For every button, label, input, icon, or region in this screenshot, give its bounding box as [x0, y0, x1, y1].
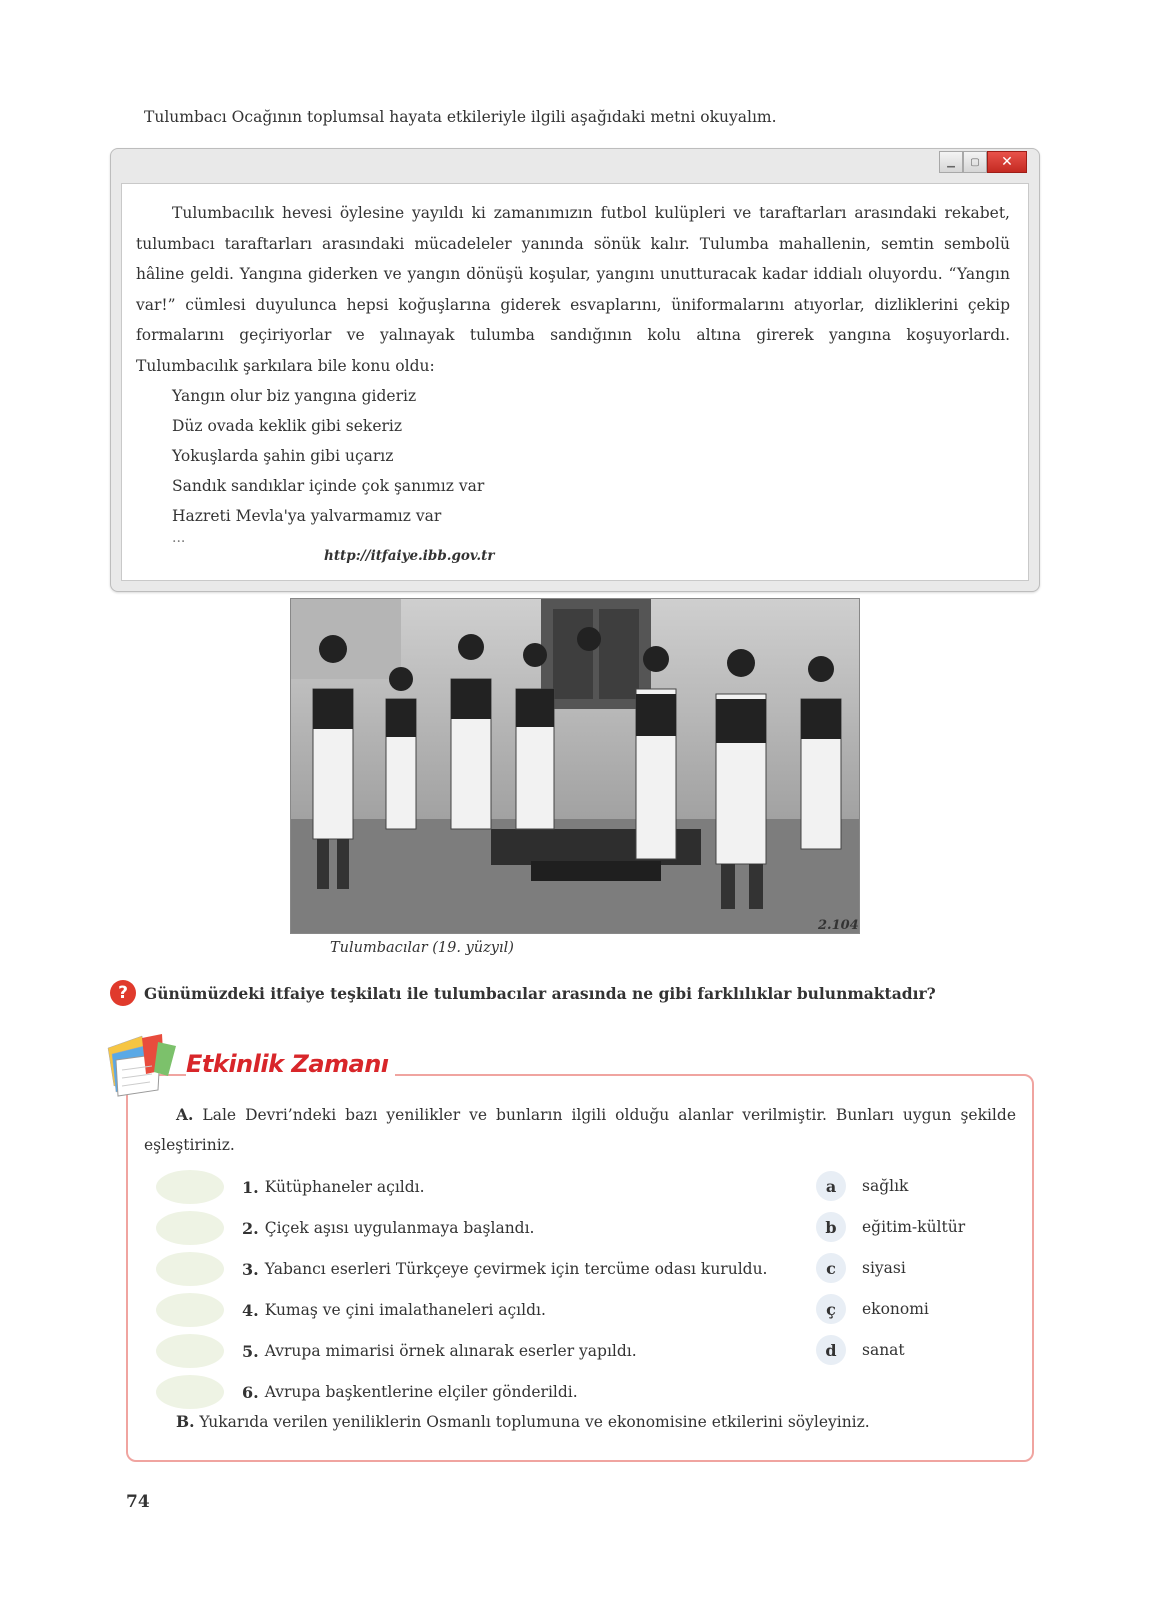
maximize-icon[interactable]: ▢ — [963, 151, 987, 173]
item-number: 2. — [242, 1218, 259, 1238]
window-body — [121, 183, 1029, 581]
option-text: eğitim-kültür — [862, 1218, 966, 1236]
item-number: 6. — [242, 1382, 259, 1402]
historical-photo — [290, 598, 860, 934]
window-controls — [939, 151, 1027, 173]
minimize-icon[interactable]: ▁ — [939, 151, 963, 173]
part-a-label: A. — [176, 1105, 194, 1124]
match-option — [816, 1170, 908, 1202]
text-window — [110, 148, 1040, 592]
part-b-label: B. — [176, 1412, 195, 1431]
poem-line: Yokuşlarda şahin gibi uçarız — [172, 447, 394, 465]
close-button[interactable]: ✕ — [987, 151, 1027, 173]
match-item — [156, 1334, 637, 1368]
answer-oval[interactable] — [156, 1252, 224, 1286]
ellipsis: ... — [172, 530, 186, 546]
poem-line: Sandık sandıklar içinde çok şanımız var — [172, 477, 485, 495]
activity-papers-icon — [102, 1030, 186, 1102]
question-text: Günümüzdeki itfaiye teşkilatı ile tulumbacılar arasında ne gibi farklılıklar bulunmaktadır? — [144, 983, 936, 1003]
match-option — [816, 1293, 929, 1325]
activity-part-a — [144, 1100, 1016, 1160]
question — [110, 980, 936, 1006]
answer-oval[interactable] — [156, 1211, 224, 1245]
match-option — [816, 1252, 906, 1284]
option-text: ekonomi — [862, 1300, 929, 1318]
item-number: 1. — [242, 1177, 259, 1197]
match-item — [156, 1252, 767, 1286]
poem-line: Yangın olur biz yangına gideriz — [172, 387, 417, 405]
option-letter: c — [816, 1253, 846, 1283]
item-text: Kumaş ve çini imalathaneleri açıldı. — [264, 1301, 546, 1319]
photo-caption: Tulumbacılar (19. yüzyıl) — [330, 940, 514, 956]
item-number: 4. — [242, 1300, 259, 1320]
option-letter: d — [816, 1335, 846, 1365]
item-text: Çiçek aşısı uygulanmaya başlandı. — [264, 1219, 535, 1237]
item-text: Avrupa mimarisi örnek alınarak eserler yapıldı. — [264, 1342, 637, 1360]
answer-oval[interactable] — [156, 1334, 224, 1368]
source-link[interactable]: http://itfaiye.ibb.gov.tr — [324, 548, 495, 564]
option-text: sanat — [862, 1341, 905, 1359]
activity-part-b — [176, 1412, 870, 1431]
item-text: Yabancı eserleri Türkçeye çevirmek için tercüme odası kuruldu. — [264, 1260, 768, 1278]
part-b-text: Yukarıda verilen yeniliklerin Osmanlı toplumuna ve ekonomisine etkilerini söyleyiniz. — [194, 1413, 870, 1431]
option-letter: a — [816, 1171, 846, 1201]
activity-title: Etkinlik Zamanı — [186, 1050, 395, 1078]
poem-line: Düz ovada keklik gibi sekeriz — [172, 417, 403, 435]
question-icon: ? — [110, 980, 136, 1006]
page-number: 74 — [126, 1492, 150, 1512]
answer-oval[interactable] — [156, 1170, 224, 1204]
item-number: 5. — [242, 1341, 259, 1361]
match-item — [156, 1170, 425, 1204]
item-text: Avrupa başkentlerine elçiler gönderildi. — [264, 1383, 578, 1401]
intro-text: Tulumbacı Ocağının toplumsal hayata etkileriyle ilgili aşağıdaki metni okuyalım. — [144, 108, 777, 126]
match-item — [156, 1293, 546, 1327]
match-option — [816, 1211, 965, 1243]
reading-paragraph: Tulumbacılık hevesi öylesine yayıldı ki zamanımızın futbol kulüpleri ve taraftarları arasındaki rekabet, tulumbacı taraftarları arasındaki mücadeleler yanında sönük kalır. Tulumba mahallenin, semtin sembolü hâline geldi. Yangına giderken ve yangın dönüşü koşular, yangını unutturacak kadar iddialı oluyordu. “Yangın var!” cümlesi duyulunca hepsi koğuşlarına giderek esvaplarını, üniformalarını atıyorlar, dizliklerini çekip formalarını geçiriyorlar ve yalınayak tulumba sandığının kolu altına girerek yangına koşuyorlardı. Tulumbacılık şarkılara bile konu oldu: — [136, 204, 1010, 375]
part-a-text: Lale Devri’ndeki bazı yenilikler ve bunların ilgili olduğu alanlar verilmiştir. Bunları uygun şekilde eşleştiriniz. — [144, 1106, 1016, 1154]
match-item — [156, 1211, 534, 1245]
photo-number: 2.104 — [818, 918, 859, 933]
poem — [172, 381, 1010, 531]
item-text: Kütüphaneler açıldı. — [264, 1178, 425, 1196]
option-letter: b — [816, 1212, 846, 1242]
match-item — [156, 1375, 578, 1409]
poem-line: Hazreti Mevla'ya yalvarmamız var — [172, 507, 442, 525]
option-text: sağlık — [862, 1177, 909, 1195]
answer-oval[interactable] — [156, 1293, 224, 1327]
item-number: 3. — [242, 1259, 259, 1279]
answer-oval[interactable] — [156, 1375, 224, 1409]
option-text: siyasi — [862, 1259, 906, 1277]
match-option — [816, 1334, 905, 1366]
option-letter: ç — [816, 1294, 846, 1324]
